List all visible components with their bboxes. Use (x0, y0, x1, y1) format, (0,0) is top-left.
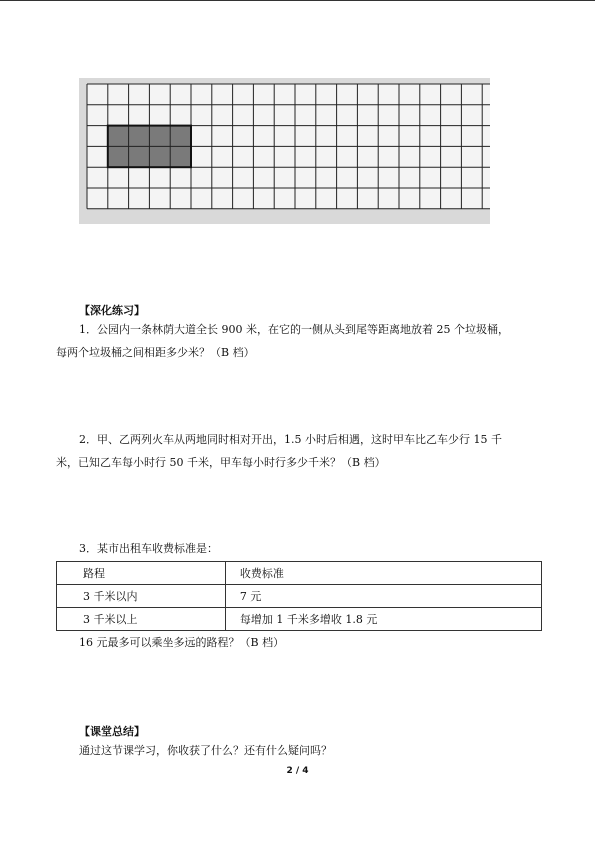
problem-3-question: 16 元最多可以乘坐多远的路程？（B 档） (79, 636, 285, 649)
table-cell: 3 千米以上 (57, 608, 226, 631)
page-number: 2 / 4 (286, 766, 309, 776)
summary-text: 通过这节课学习，你收获了什么？还有什么疑问吗？ (79, 744, 332, 757)
table-row (57, 608, 542, 631)
summary-heading: 【课堂总结】 (79, 725, 145, 738)
table-cell: 每增加 1 千米多增收 1.8 元 (225, 608, 541, 631)
problem-1-line-1: 1．公园内一条林荫大道全长 900 米，在它的一侧从头到尾等距离地放着 25 个垃圾桶， (79, 323, 509, 336)
problem-1-line-2: 每两个垃圾桶之间相距多少米？（B 档） (56, 346, 255, 359)
problem-2-line-1: 2．甲、乙两列火车从两地同时相对开出，1.5 小时后相遇，这时甲车比乙车少行 15 千 (79, 433, 502, 446)
table-header-row (57, 562, 542, 585)
deepen-practice-heading: 【深化练习】 (79, 304, 145, 317)
problem-3-intro: 3．某市出租车收费标准是： (79, 542, 218, 555)
table-cell: 3 千米以内 (57, 585, 226, 608)
table-row (57, 585, 542, 608)
problem-2-line-2: 米，已知乙车每小时行 50 千米，甲车每小时行多少千米？（B 档） (56, 456, 386, 469)
table-header-cell: 路程 (57, 562, 226, 585)
table-header-cell: 收费标准 (225, 562, 541, 585)
top-rule (0, 0, 595, 1)
fare-table (56, 561, 542, 631)
table-cell: 7 元 (225, 585, 541, 608)
square-grid (79, 78, 490, 224)
grid-photo (79, 78, 490, 224)
